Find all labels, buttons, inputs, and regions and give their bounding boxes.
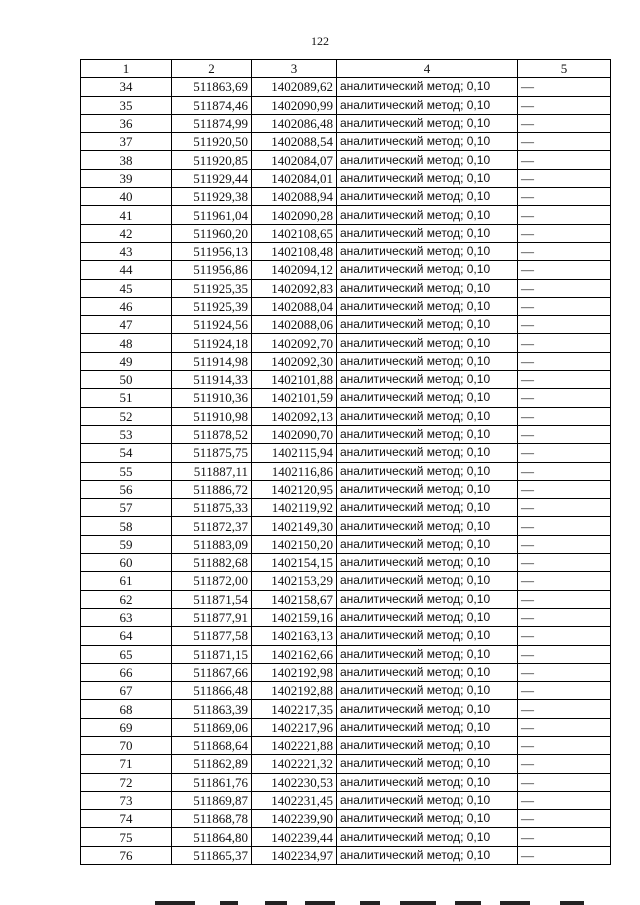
y-coordinate-cell: 1402234,97 [252, 846, 337, 864]
row-number-cell: 34 [81, 78, 172, 96]
description-cell: — [518, 462, 611, 480]
x-coordinate-cell: 511877,58 [172, 627, 252, 645]
method-accuracy-cell: аналитический метод; 0,10 [337, 645, 518, 663]
y-coordinate-cell: 1402231,45 [252, 791, 337, 809]
x-coordinate-cell: 511914,98 [172, 352, 252, 370]
table-row [81, 791, 611, 809]
method-accuracy-cell: аналитический метод; 0,10 [337, 608, 518, 626]
x-coordinate-cell: 511867,66 [172, 663, 252, 681]
description-cell: — [518, 718, 611, 736]
row-number-cell: 68 [81, 700, 172, 718]
x-coordinate-cell: 511874,99 [172, 114, 252, 132]
x-coordinate-cell: 511956,86 [172, 261, 252, 279]
table-row [81, 718, 611, 736]
method-accuracy-cell: аналитический метод; 0,10 [337, 407, 518, 425]
y-coordinate-cell: 1402094,12 [252, 261, 337, 279]
y-coordinate-cell: 1402159,16 [252, 608, 337, 626]
x-coordinate-cell: 511920,85 [172, 151, 252, 169]
method-accuracy-cell: аналитический метод; 0,10 [337, 316, 518, 334]
y-coordinate-cell: 1402092,30 [252, 352, 337, 370]
method-accuracy-cell: аналитический метод; 0,10 [337, 462, 518, 480]
table-row [81, 828, 611, 846]
description-cell: — [518, 206, 611, 224]
method-accuracy-cell: аналитический метод; 0,10 [337, 444, 518, 462]
method-accuracy-cell: аналитический метод; 0,10 [337, 389, 518, 407]
table-row [81, 261, 611, 279]
y-coordinate-cell: 1402221,32 [252, 755, 337, 773]
table-row [81, 480, 611, 498]
method-accuracy-cell: аналитический метод; 0,10 [337, 96, 518, 114]
method-accuracy-cell: аналитический метод; 0,10 [337, 188, 518, 206]
description-cell: — [518, 407, 611, 425]
x-coordinate-cell: 511960,20 [172, 224, 252, 242]
x-coordinate-cell: 511868,78 [172, 810, 252, 828]
description-cell: — [518, 517, 611, 535]
description-cell: — [518, 535, 611, 553]
y-coordinate-cell: 1402108,48 [252, 242, 337, 260]
method-accuracy-cell: аналитический метод; 0,10 [337, 371, 518, 389]
method-accuracy-cell: аналитический метод; 0,10 [337, 261, 518, 279]
table-row [81, 188, 611, 206]
description-cell: — [518, 114, 611, 132]
table-row [81, 554, 611, 572]
row-number-cell: 59 [81, 535, 172, 553]
description-cell: — [518, 608, 611, 626]
table-row [81, 371, 611, 389]
y-coordinate-cell: 1402088,94 [252, 188, 337, 206]
row-number-cell: 51 [81, 389, 172, 407]
row-number-cell: 71 [81, 755, 172, 773]
method-accuracy-cell: аналитический метод; 0,10 [337, 828, 518, 846]
table-row [81, 773, 611, 791]
table-row [81, 389, 611, 407]
method-accuracy-cell: аналитический метод; 0,10 [337, 590, 518, 608]
x-coordinate-cell: 511914,33 [172, 371, 252, 389]
table-row [81, 499, 611, 517]
table-row [81, 645, 611, 663]
x-coordinate-cell: 511869,06 [172, 718, 252, 736]
y-coordinate-cell: 1402092,70 [252, 334, 337, 352]
method-accuracy-cell: аналитический метод; 0,10 [337, 480, 518, 498]
description-cell: — [518, 828, 611, 846]
method-accuracy-cell: аналитический метод; 0,10 [337, 224, 518, 242]
method-accuracy-cell: аналитический метод; 0,10 [337, 810, 518, 828]
y-coordinate-cell: 1402090,28 [252, 206, 337, 224]
table-row [81, 517, 611, 535]
row-number-cell: 45 [81, 279, 172, 297]
table-row [81, 736, 611, 754]
x-coordinate-cell: 511878,52 [172, 425, 252, 443]
row-number-cell: 39 [81, 169, 172, 187]
method-accuracy-cell: аналитический метод; 0,10 [337, 773, 518, 791]
row-number-cell: 43 [81, 242, 172, 260]
y-coordinate-cell: 1402092,83 [252, 279, 337, 297]
row-number-cell: 49 [81, 352, 172, 370]
description-cell: — [518, 133, 611, 151]
x-coordinate-cell: 511910,36 [172, 389, 252, 407]
y-coordinate-cell: 1402221,88 [252, 736, 337, 754]
row-number-cell: 54 [81, 444, 172, 462]
x-coordinate-cell: 511871,15 [172, 645, 252, 663]
y-coordinate-cell: 1402192,88 [252, 682, 337, 700]
description-cell: — [518, 499, 611, 517]
method-accuracy-cell: аналитический метод; 0,10 [337, 755, 518, 773]
description-cell: — [518, 316, 611, 334]
row-number-cell: 53 [81, 425, 172, 443]
row-number-cell: 62 [81, 590, 172, 608]
table-row [81, 425, 611, 443]
method-accuracy-cell: аналитический метод; 0,10 [337, 133, 518, 151]
table-row [81, 78, 611, 96]
y-coordinate-cell: 1402154,15 [252, 554, 337, 572]
row-number-cell: 75 [81, 828, 172, 846]
table-row [81, 151, 611, 169]
y-coordinate-cell: 1402088,04 [252, 297, 337, 315]
y-coordinate-cell: 1402116,86 [252, 462, 337, 480]
x-coordinate-cell: 511929,44 [172, 169, 252, 187]
table-row [81, 242, 611, 260]
y-coordinate-cell: 1402217,96 [252, 718, 337, 736]
method-accuracy-cell: аналитический метод; 0,10 [337, 499, 518, 517]
table-row [81, 169, 611, 187]
method-accuracy-cell: аналитический метод; 0,10 [337, 554, 518, 572]
y-coordinate-cell: 1402217,35 [252, 700, 337, 718]
row-number-cell: 52 [81, 407, 172, 425]
y-coordinate-cell: 1402150,20 [252, 535, 337, 553]
coordinates-table [80, 59, 611, 865]
table-row [81, 846, 611, 864]
y-coordinate-cell: 1402101,88 [252, 371, 337, 389]
description-cell: — [518, 755, 611, 773]
description-cell: — [518, 425, 611, 443]
method-accuracy-cell: аналитический метод; 0,10 [337, 700, 518, 718]
table-row [81, 810, 611, 828]
row-number-cell: 57 [81, 499, 172, 517]
row-number-cell: 66 [81, 663, 172, 681]
table-row [81, 316, 611, 334]
page-number: 122 [311, 34, 329, 48]
row-number-cell: 40 [81, 188, 172, 206]
header-col-1: 1 [81, 60, 172, 78]
table-row [81, 444, 611, 462]
description-cell: — [518, 334, 611, 352]
row-number-cell: 55 [81, 462, 172, 480]
table-row [81, 334, 611, 352]
x-coordinate-cell: 511864,80 [172, 828, 252, 846]
row-number-cell: 36 [81, 114, 172, 132]
description-cell: — [518, 224, 611, 242]
y-coordinate-cell: 1402089,62 [252, 78, 337, 96]
description-cell: — [518, 700, 611, 718]
table-row [81, 572, 611, 590]
y-coordinate-cell: 1402153,29 [252, 572, 337, 590]
header-col-5: 5 [518, 60, 611, 78]
method-accuracy-cell: аналитический метод; 0,10 [337, 682, 518, 700]
table-row [81, 133, 611, 151]
row-number-cell: 48 [81, 334, 172, 352]
table-row [81, 608, 611, 626]
method-accuracy-cell: аналитический метод; 0,10 [337, 242, 518, 260]
table-row [81, 224, 611, 242]
y-coordinate-cell: 1402158,67 [252, 590, 337, 608]
y-coordinate-cell: 1402108,65 [252, 224, 337, 242]
x-coordinate-cell: 511882,68 [172, 554, 252, 572]
x-coordinate-cell: 511875,75 [172, 444, 252, 462]
method-accuracy-cell: аналитический метод; 0,10 [337, 517, 518, 535]
description-cell: — [518, 96, 611, 114]
y-coordinate-cell: 1402239,44 [252, 828, 337, 846]
description-cell: — [518, 480, 611, 498]
method-accuracy-cell: аналитический метод; 0,10 [337, 663, 518, 681]
method-accuracy-cell: аналитический метод; 0,10 [337, 535, 518, 553]
x-coordinate-cell: 511910,98 [172, 407, 252, 425]
x-coordinate-cell: 511871,54 [172, 590, 252, 608]
description-cell: — [518, 645, 611, 663]
row-number-cell: 61 [81, 572, 172, 590]
row-number-cell: 38 [81, 151, 172, 169]
table-body [81, 78, 611, 865]
row-number-cell: 63 [81, 608, 172, 626]
table-row [81, 590, 611, 608]
table-row [81, 755, 611, 773]
description-cell: — [518, 188, 611, 206]
description-cell: — [518, 627, 611, 645]
table-row [81, 352, 611, 370]
x-coordinate-cell: 511883,09 [172, 535, 252, 553]
description-cell: — [518, 242, 611, 260]
row-number-cell: 76 [81, 846, 172, 864]
method-accuracy-cell: аналитический метод; 0,10 [337, 718, 518, 736]
y-coordinate-cell: 1402088,54 [252, 133, 337, 151]
method-accuracy-cell: аналитический метод; 0,10 [337, 206, 518, 224]
row-number-cell: 72 [81, 773, 172, 791]
table-row [81, 700, 611, 718]
x-coordinate-cell: 511920,50 [172, 133, 252, 151]
x-coordinate-cell: 511866,48 [172, 682, 252, 700]
description-cell: — [518, 297, 611, 315]
description-cell: — [518, 846, 611, 864]
description-cell: — [518, 389, 611, 407]
method-accuracy-cell: аналитический метод; 0,10 [337, 279, 518, 297]
row-number-cell: 64 [81, 627, 172, 645]
row-number-cell: 74 [81, 810, 172, 828]
method-accuracy-cell: аналитический метод; 0,10 [337, 352, 518, 370]
method-accuracy-cell: аналитический метод; 0,10 [337, 736, 518, 754]
row-number-cell: 41 [81, 206, 172, 224]
row-number-cell: 42 [81, 224, 172, 242]
description-cell: — [518, 773, 611, 791]
table-row [81, 663, 611, 681]
description-cell: — [518, 78, 611, 96]
row-number-cell: 58 [81, 517, 172, 535]
row-number-cell: 56 [81, 480, 172, 498]
x-coordinate-cell: 511863,69 [172, 78, 252, 96]
x-coordinate-cell: 511875,33 [172, 499, 252, 517]
description-cell: — [518, 572, 611, 590]
x-coordinate-cell: 511862,89 [172, 755, 252, 773]
y-coordinate-cell: 1402084,07 [252, 151, 337, 169]
description-cell: — [518, 682, 611, 700]
y-coordinate-cell: 1402090,99 [252, 96, 337, 114]
row-number-cell: 35 [81, 96, 172, 114]
y-coordinate-cell: 1402088,06 [252, 316, 337, 334]
description-cell: — [518, 352, 611, 370]
y-coordinate-cell: 1402163,13 [252, 627, 337, 645]
row-number-cell: 37 [81, 133, 172, 151]
header-col-3: 3 [252, 60, 337, 78]
description-cell: — [518, 736, 611, 754]
x-coordinate-cell: 511874,46 [172, 96, 252, 114]
y-coordinate-cell: 1402086,48 [252, 114, 337, 132]
x-coordinate-cell: 511869,87 [172, 791, 252, 809]
x-coordinate-cell: 511924,56 [172, 316, 252, 334]
description-cell: — [518, 554, 611, 572]
method-accuracy-cell: аналитический метод; 0,10 [337, 572, 518, 590]
row-number-cell: 46 [81, 297, 172, 315]
row-number-cell: 67 [81, 682, 172, 700]
method-accuracy-cell: аналитический метод; 0,10 [337, 791, 518, 809]
row-number-cell: 73 [81, 791, 172, 809]
y-coordinate-cell: 1402149,30 [252, 517, 337, 535]
table-row [81, 114, 611, 132]
table-row [81, 682, 611, 700]
description-cell: — [518, 810, 611, 828]
method-accuracy-cell: аналитический метод; 0,10 [337, 78, 518, 96]
description-cell: — [518, 279, 611, 297]
method-accuracy-cell: аналитический метод; 0,10 [337, 114, 518, 132]
row-number-cell: 60 [81, 554, 172, 572]
y-coordinate-cell: 1402162,66 [252, 645, 337, 663]
table-row [81, 206, 611, 224]
y-coordinate-cell: 1402092,13 [252, 407, 337, 425]
x-coordinate-cell: 511861,76 [172, 773, 252, 791]
x-coordinate-cell: 511924,18 [172, 334, 252, 352]
y-coordinate-cell: 1402239,90 [252, 810, 337, 828]
table-row [81, 627, 611, 645]
table-row [81, 96, 611, 114]
description-cell: — [518, 791, 611, 809]
method-accuracy-cell: аналитический метод; 0,10 [337, 151, 518, 169]
y-coordinate-cell: 1402084,01 [252, 169, 337, 187]
method-accuracy-cell: аналитический метод; 0,10 [337, 297, 518, 315]
x-coordinate-cell: 511961,04 [172, 206, 252, 224]
row-number-cell: 70 [81, 736, 172, 754]
description-cell: — [518, 663, 611, 681]
x-coordinate-cell: 511925,35 [172, 279, 252, 297]
y-coordinate-cell: 1402090,70 [252, 425, 337, 443]
method-accuracy-cell: аналитический метод; 0,10 [337, 334, 518, 352]
row-number-cell: 44 [81, 261, 172, 279]
row-number-cell: 69 [81, 718, 172, 736]
y-coordinate-cell: 1402115,94 [252, 444, 337, 462]
y-coordinate-cell: 1402101,59 [252, 389, 337, 407]
row-number-cell: 65 [81, 645, 172, 663]
y-coordinate-cell: 1402120,95 [252, 480, 337, 498]
table-row [81, 535, 611, 553]
row-number-cell: 47 [81, 316, 172, 334]
table-header-row [81, 60, 611, 78]
description-cell: — [518, 169, 611, 187]
x-coordinate-cell: 511863,39 [172, 700, 252, 718]
table-row [81, 407, 611, 425]
x-coordinate-cell: 511925,39 [172, 297, 252, 315]
description-cell: — [518, 444, 611, 462]
scan-artifact-marks [120, 896, 620, 905]
x-coordinate-cell: 511865,37 [172, 846, 252, 864]
method-accuracy-cell: аналитический метод; 0,10 [337, 169, 518, 187]
method-accuracy-cell: аналитический метод; 0,10 [337, 846, 518, 864]
x-coordinate-cell: 511877,91 [172, 608, 252, 626]
x-coordinate-cell: 511956,13 [172, 242, 252, 260]
description-cell: — [518, 371, 611, 389]
method-accuracy-cell: аналитический метод; 0,10 [337, 425, 518, 443]
x-coordinate-cell: 511929,38 [172, 188, 252, 206]
header-col-4: 4 [337, 60, 518, 78]
header-col-2: 2 [172, 60, 252, 78]
table-row [81, 462, 611, 480]
description-cell: — [518, 590, 611, 608]
y-coordinate-cell: 1402230,53 [252, 773, 337, 791]
x-coordinate-cell: 511886,72 [172, 480, 252, 498]
table-row [81, 297, 611, 315]
description-cell: — [518, 151, 611, 169]
table-row [81, 279, 611, 297]
y-coordinate-cell: 1402192,98 [252, 663, 337, 681]
x-coordinate-cell: 511872,37 [172, 517, 252, 535]
description-cell: — [518, 261, 611, 279]
row-number-cell: 50 [81, 371, 172, 389]
x-coordinate-cell: 511872,00 [172, 572, 252, 590]
x-coordinate-cell: 511887,11 [172, 462, 252, 480]
method-accuracy-cell: аналитический метод; 0,10 [337, 627, 518, 645]
y-coordinate-cell: 1402119,92 [252, 499, 337, 517]
x-coordinate-cell: 511868,64 [172, 736, 252, 754]
